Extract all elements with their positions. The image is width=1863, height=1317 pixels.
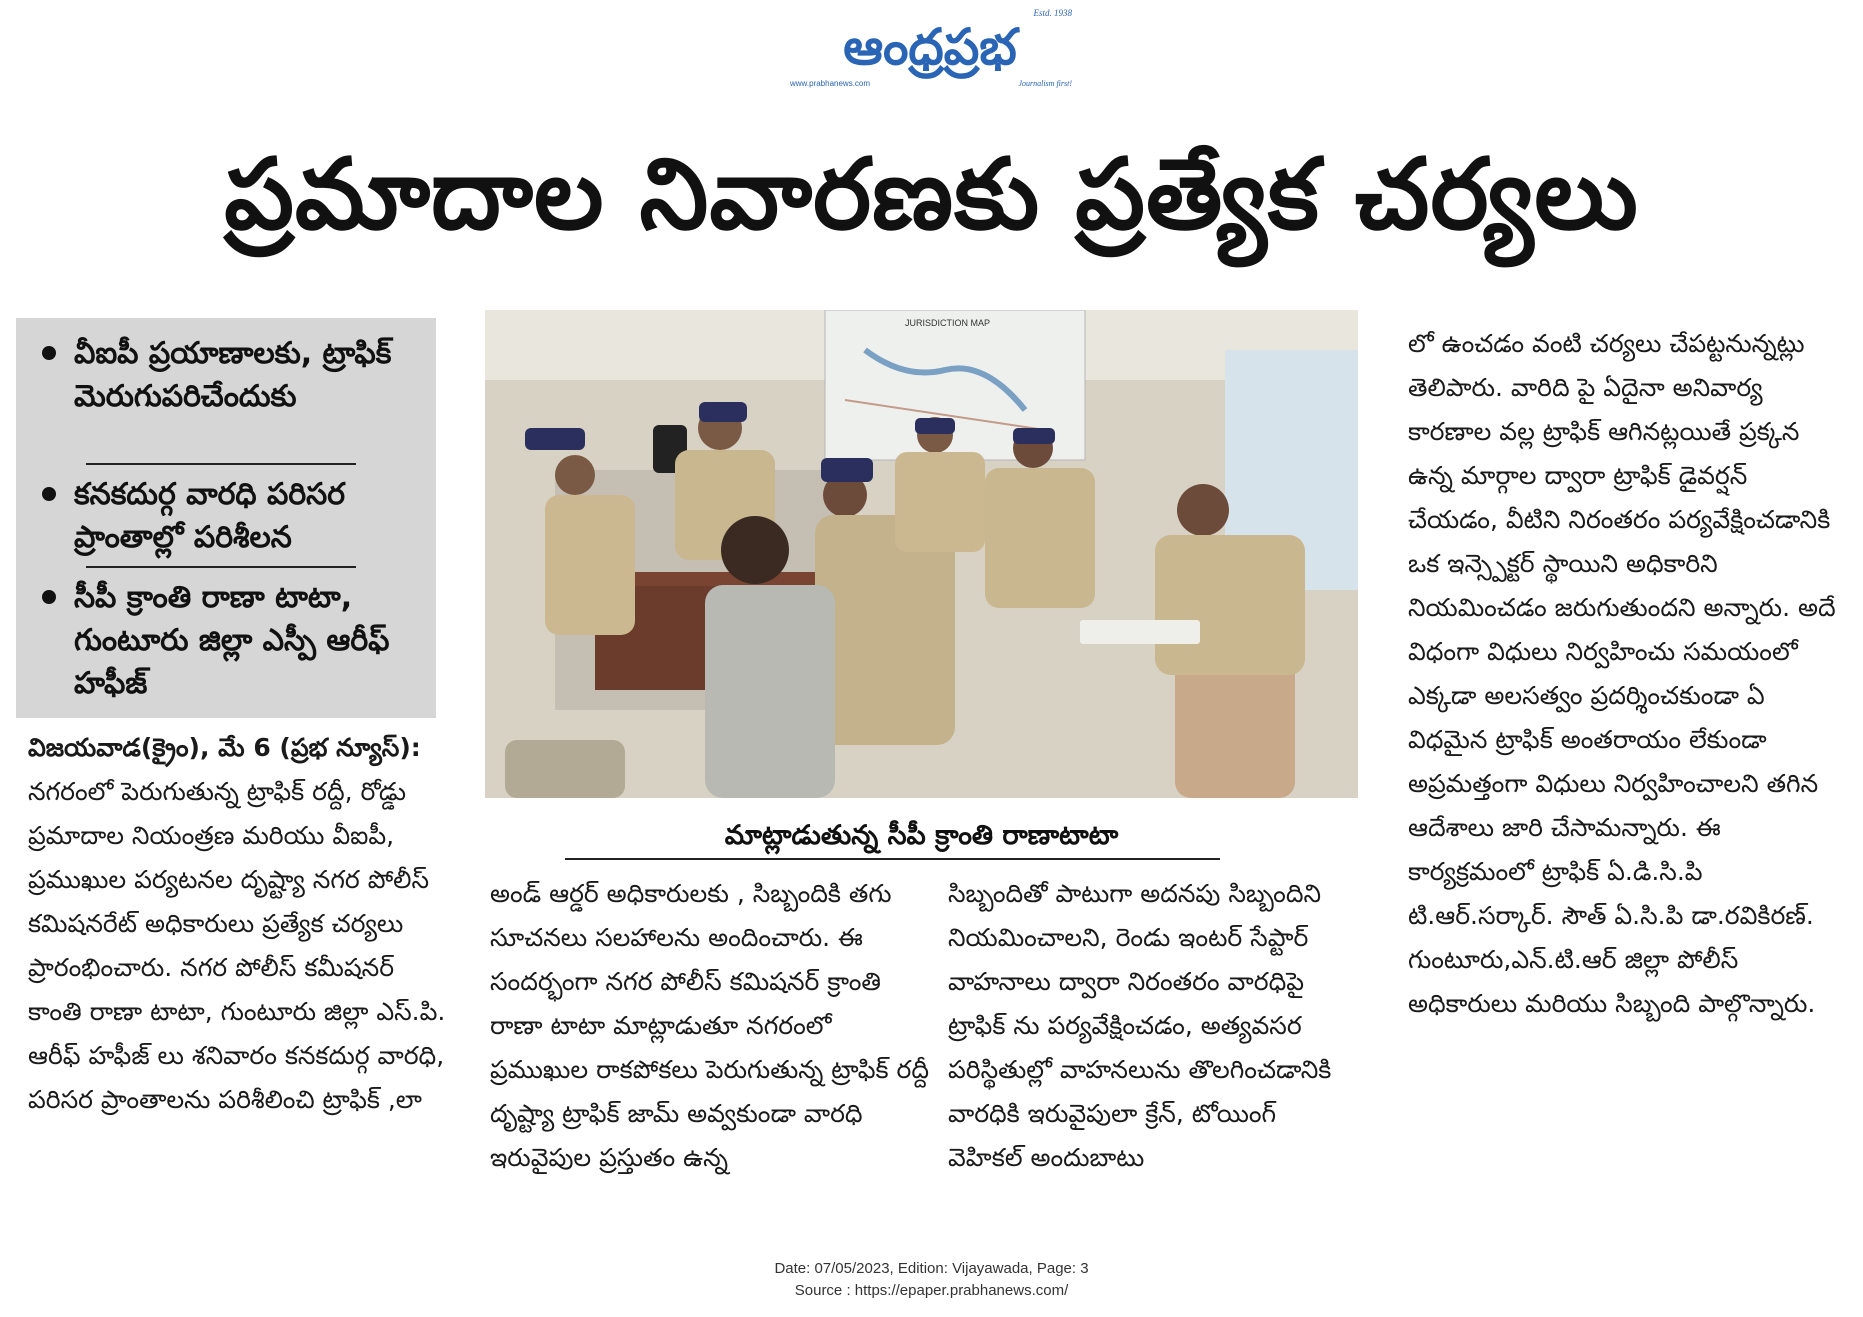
highlight-divider — [86, 463, 356, 465]
bullet-icon — [42, 346, 56, 360]
article-column-1 — [28, 726, 448, 1122]
bullet-icon — [42, 590, 56, 604]
article-headline: ప్రమాదాల నివారణకు ప్రత్యేక చర్యలు — [224, 138, 1639, 252]
highlight-item — [30, 332, 425, 418]
article-body-4: లో ఉంచడం వంటి చర్యలు చేపట్టనున్నట్లు తెలిపారు. వారిది పై ఏదైనా అనివార్య కారణాల వల్ల ట్రాఫిక్ ఆగినట్లయితే ప్రక్కన ఉన్న మార్గాల ద్వారా ట్రాఫిక్ డైవర్షన్ చేయడం, వీటిని నిరంతరం పర్యవేక్షించడానికి ఒక ఇన్స్పెక్టర్ స్థాయిని అధికారిని నియమించడం జరుగుతుందని అన్నారు. అదే విధంగా విధులు నిర్వహించు సమయంలో ఎక్కడా అలసత్వం ప్రదర్శించకుండా ఏ విధమైన ట్రాఫిక్ అంతరాయం లేకుండా అప్రమత్తంగా విధులు నిర్వహించాలని తగిన ఆదేశాలు జారి చేసామన్నారు. ఈ కార్యక్రమంలో ట్రాఫిక్ ఏ.డి.సి.పి టి.ఆర్.సర్కార్. సౌత్ ఏ.సి.పి డా.రవికిరణ్. గుంటూరు,ఎన్.టి.ఆర్ జిల్లా పోలీస్ అధికారులు మరియు సిబ్బంది పాల్గొన్నారు. — [1408, 329, 1836, 1018]
epaper-footer — [0, 1258, 1863, 1302]
masthead-estd: Estd. 1938 — [1033, 8, 1072, 18]
masthead-website: www.prabhanews.com — [790, 79, 871, 88]
highlight-divider — [86, 566, 356, 568]
photo-caption: మాట్లాడుతున్న సీపీ క్రాంతి రాణాటాటా — [724, 820, 1119, 851]
highlight-text: సీపీ క్రాంతి రాణా టాటా, గుంటూరు జిల్లా ఎస్పీ ఆరీఫ్ హఫీజ్ — [74, 580, 390, 701]
footer-source: Source : https://epaper.prabhanews.com/ — [794, 1282, 1069, 1299]
footer-date-edition: Date: 07/05/2023, Edition: Vijayawada, Page: 3 — [774, 1260, 1089, 1277]
article-column-2 — [490, 872, 930, 1180]
map-label: JURISDICTION MAP — [905, 318, 991, 328]
article-body-2: అండ్ ఆర్డర్ అధికారులకు , సిబ్బందికి తగు సూచనలు సలహాలను అందించారు. ఈ సందర్భంగా నగర పోలీస్ కమిషనర్ క్రాంతి రాణా టాటా మాట్లాడుతూ నగరంలో ప్రముఖుల రాకపోకలు పెరుగుతున్న ట్రాఫిక్ రద్దీ దృష్ట్యా ట్రాఫిక్ జామ్ అవ్వకుండా వారధి ఇరువైపుల ప్రస్తుతం ఉన్న — [490, 879, 930, 1172]
masthead-logo-text: ఆంధ్రప్రభ — [843, 18, 1017, 76]
meeting-photo-illustration — [485, 310, 1358, 798]
article-column-4 — [1408, 322, 1838, 1026]
article-column-3 — [948, 872, 1358, 1180]
highlight-item — [30, 576, 425, 705]
article-dateline: విజయవాడ(క్రైం), మే 6 (ప్రభ న్యూస్): — [28, 733, 421, 762]
caption-divider — [565, 858, 1220, 860]
highlight-item — [30, 473, 425, 559]
bullet-icon — [42, 487, 56, 501]
highlight-text: వీఐపీ ప్రయాణాలకు, ట్రాఫిక్ మెరుగుపరిచేందుకు — [74, 336, 392, 414]
highlights-box — [16, 318, 436, 718]
article-body-1: నగరంలో పెరుగుతున్న ట్రాఫిక్ రద్దీ, రోడ్డు ప్రమాదాల నియంత్రణ మరియు వీఐపీ, ప్రముఖుల పర్యటనల దృష్ట్యా నగర పోలీస్ కమిషనరేట్ అధికారులు ప్రత్యేక చర్యలు ప్రారంభించారు. నగర పోలీస్ కమీషనర్ కాంతి రాణా టాటా, గుంటూరు జిల్లా ఎస్.పి. ఆరీఫ్ హఫీజ్ లు శనివారం కనకదుర్గ వారధి, పరిసర ప్రాంతాలను పరిశీలించి ట్రాఫిక్ ,లా — [28, 777, 446, 1114]
article-body-3: సిబ్బందితో పాటుగా అదనపు సిబ్బందిని నియమించాలని, రెండు ఇంటర్ సేప్టార్ వాహనాలు ద్వారా నిరంతరం వారధిపై ట్రాఫిక్ ను పర్యవేక్షించడం, అత్యవసర పరిస్థితుల్లో వాహనలును తొలగించడానికి వారధికి ఇరువైపులా క్రేన్, టోయింగ్ వెహికల్ అందుబాటు — [948, 879, 1332, 1172]
highlight-text: కనకదుర్గ వారధి పరిసర ప్రాంతాల్లో పరిశీలన — [74, 477, 345, 555]
masthead-tagline: Journalism first! — [1018, 79, 1072, 88]
news-photo — [485, 310, 1358, 798]
newspaper-masthead — [780, 6, 1080, 90]
masthead-logo — [780, 6, 1080, 90]
